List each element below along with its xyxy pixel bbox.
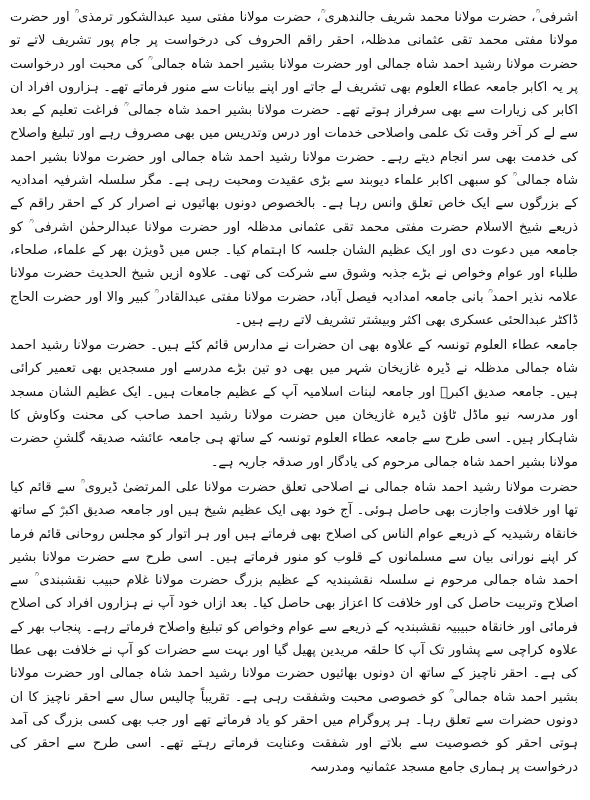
paragraph-2: جامعہ عطاء العلوم تونسہ کے علاوہ بھی ان حضرات نے مدارس قائم کئے ہیں۔ حضرت مولانا رشید احمد شاہ جمالی مدظلہ نے ڈیرہ غازیخان شہر میں بھی دو تین بڑے مدرسے اور مسجدیں بھی تعمیر کرائی ہیں۔ جامعہ صدیق اکبرؓ اور جامعہ لبنات اسلامیہ آپ کے عظیم جامعات ہیں۔ ایک عظیم الشان مسجد اور مدرسہ نیو ماڈل ٹاؤن ڈیرہ غازیخان میں حضرت مولانا رشید احمد صاحب کی محنت وکاوش کا شاہکار ہیں۔ اسی طرح سے جامعہ عطاء العلوم تونسہ کے ساتھ ہی جامعہ عائشہ صدیقہ گلشنِ حضرت مولانا بشیر احمد شاہ جمالی مرحوم کی یادگار اور صدقہ جاریہ ہے۔ <box>10 338 578 470</box>
paragraph-1: اشرفی ؒ، حضرت مولانا محمد شریف جالندھری ؒ، حضرت مولانا مفتی سید عبدالشکور ترمذی ؒ اور حضرت مولانا مفتی محمد تقی عثمانی مدظلہ، احقر راقم الحروف کی درخواست پر جام پور تشریف لاتے تو حضرت مولانا رشید احمد شاہ جمالی اور حضرت مولانا بشیر احمد شاہ جمالی ؒ کی محبت اور درخواست پر یہ اکابر جامعہ عطاء العلوم بھی تشریف لے جاتے اور اپنے بیانات سے منور فرماتے تھے۔ ہزاروں افراد ان اکابر کی زیارات سے بھی سرفراز ہوتے تھے۔ حضرت مولانا بشیر احمد شاہ جمالی ؒ فراغت تعلیم کے بعد سے لے کر آخر وقت تک علمی واصلاحی خدمات اور درس وتدریس میں بھی مصروف رہے اور تبلیغ واصلاح کی خدمت بھی سر انجام دیتے رہے۔ حضرت مولانا رشید احمد شاہ جمالی اور حضرت مولانا بشیر احمد شاہ جمالی ؒ کو سبھی اکابر علماء دیوبند سے بڑی عقیدت ومحبت رہی ہے۔ مگر سلسلہ اشرفیہ امدادیہ کے بزرگوں سے ایک خاص تعلق وانس رہا ہے۔ بالخصوص دونوں بھائیوں نے اصرار کر کے احقر راقم کے ذریعے شیخ الاسلام حضرت مفتی محمد تقی عثمانی مدظلہ اور حضرت مولانا عبدالرحمٰن اشرفی ؒ کو جامعہ میں دعوت دی اور ایک عظیم الشان جلسہ کا اہتمام کیا۔ جس میں ڈویژن بھر کے علماء، صلحاء، طلباء اور عوام وخواص نے بڑے جذبہ وشوق سے شرکت کی تھی۔ علاوہ ازیں شیخ الحدیث حضرت مولانا علامہ نذیر احمد ؒ بانی جامعہ امدادیہ فیصل آباد، حضرت مولانا مفتی عبدالقادر ؒ کبیر والا اور حضرت الحاج ڈاکٹر عبدالحئی عسکری بھی اکثر وبیشتر تشریف لاتے رہے ہیں۔ <box>10 10 578 328</box>
paragraph-3: حضرت مولانا رشید احمد شاہ جمالی نے اصلاحی تعلق حضرت مولانا علی المرتضیٰ ڈیروی ؒ سے قائم کیا تھا اور خلافت واجازت بھی حاصل ہوئی۔ آج خود بھی ایک عظیم شیخ ہیں اور جامعہ صدیق اکبرؓ کے ساتھ خانقاہ رشیدیہ کے ذریعے عوام الناس کی اصلاح بھی فرماتے ہیں اور ہر اتوار کو مجلس روحانی قائم فرما کر اپنے نورانی بیان سے مسلمانوں کے قلوب کو منور فرماتے ہیں۔ اسی طرح سے حضرت مولانا بشیر احمد شاہ جمالی مرحوم نے سلسلہ نقشبندیہ کے عظیم بزرگ حضرت مولانا غلام حبیب نقشبندی ؒ سے اصلاح وتربیت حاصل کی اور خلافت کا اعزاز بھی حاصل کیا۔ بعد ازاں خود آپ نے ہزاروں افراد کی اصلاح فرمائی اور خانقاہ حبیبیہ نقشبندیہ کے ذریعے سے عوام وخواص کو تبلیغ واصلاح فرماتے رہے۔ پنجاب بھر کے علاوہ کراچی سے پشاور تک آپ کا حلقہ مریدین پھیل گیا اور بہت سے حضرات کو آپ نے خلافت بھی عطا کی ہے۔ احقر ناچیز کے ساتھ ان دونوں بھائیوں حضرت مولانا رشید احمد شاہ جمالی اور حضرت مولانا بشیر احمد شاہ جمالی ؒ کو خصوصی محبت وشفقت رہی ہے۔ تقریباً چالیس سال سے احقر ناچیز کا ان دونوں حضرات سے تعلق رہا۔ ہر پروگرام میں احقر کو یاد فرماتے تھے اور جب بھی کسی بزرگ کی آمد ہوتی احقر کو خصوصیت سے بلاتے اور شفقت وعنایت فرماتے رہتے تھے۔ اسی طرح سے احقر کی درخواست پر ہماری جامع مسجد عثمانیہ ومدرسہ <box>10 479 578 775</box>
